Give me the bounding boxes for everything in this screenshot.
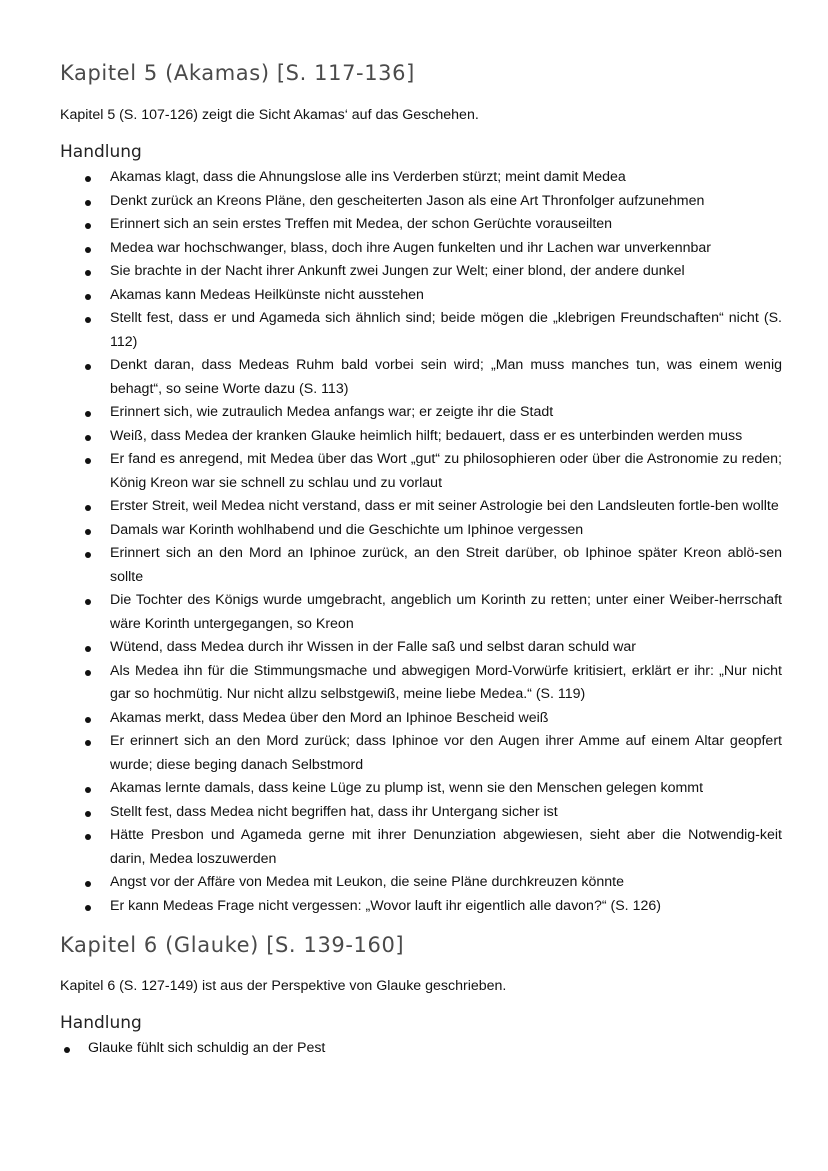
list-item bbox=[110, 213, 782, 237]
list-item bbox=[110, 777, 782, 801]
list-item-text: Hätte Presbon und Agameda gerne mit ihrer Denunziation abgewiesen, sieht aber die Notwendig-keit darin, Medea loszuwerden bbox=[110, 827, 782, 867]
chapter-5-title: Kapitel 5 (Akamas) [S. 117-136] bbox=[60, 61, 415, 85]
list-item bbox=[110, 495, 782, 519]
list-item bbox=[110, 448, 782, 495]
chapter-5-section bbox=[60, 58, 782, 918]
list-item-text: Akamas merkt, dass Medea über den Mord an Iphinoe Bescheid weiß bbox=[110, 709, 549, 726]
bullet-icon bbox=[85, 435, 91, 441]
bullet-icon bbox=[85, 411, 91, 417]
bullet-icon bbox=[85, 905, 91, 911]
chapter-5-subheading: Handlung bbox=[60, 142, 142, 162]
list-item bbox=[110, 307, 782, 354]
list-item bbox=[110, 589, 782, 636]
list-item bbox=[110, 425, 782, 449]
bullet-icon bbox=[85, 599, 91, 605]
list-item bbox=[110, 636, 782, 660]
list-item bbox=[110, 801, 782, 825]
bullet-icon bbox=[85, 646, 91, 652]
list-item-text: Akamas lernte damals, dass keine Lüge zu plump ist, wenn sie den Menschen gelegen kommt bbox=[110, 780, 704, 796]
list-item bbox=[110, 871, 782, 895]
chapter-5-bullet-list bbox=[60, 166, 782, 918]
list-item-text: Wütend, dass Medea durch ihr Wissen in der Falle saß und selbst daran schuld war bbox=[110, 639, 636, 655]
bullet-icon bbox=[85, 881, 91, 887]
list-item-text: Medea war hochschwanger, blass, doch ihre Augen funkelten und ihr Lachen war unverkennbar bbox=[110, 239, 711, 256]
bullet-icon bbox=[85, 811, 91, 817]
bullet-icon bbox=[85, 294, 91, 300]
list-item-text: Angst vor der Affäre von Medea mit Leukon, die seine Pläne durchkreuzen könnte bbox=[110, 874, 624, 890]
list-item bbox=[110, 401, 782, 425]
list-item bbox=[110, 190, 782, 214]
list-item-text: Akamas kann Medeas Heilkünste nicht ausstehen bbox=[110, 286, 424, 303]
bullet-icon bbox=[85, 740, 91, 746]
list-item bbox=[110, 237, 782, 261]
list-item-text: Denkt zurück an Kreons Pläne, den gescheiterten Jason als eine Art Thronfolger aufzunehmen bbox=[110, 192, 705, 209]
list-item bbox=[110, 824, 782, 871]
list-item bbox=[110, 519, 782, 543]
list-item-text: Akamas klagt, dass die Ahnungslose alle ins Verderben stürzt; meint damit Medea bbox=[110, 169, 626, 185]
chapter-6-intro: Kapitel 6 (S. 127-149) ist aus der Perspektive von Glauke geschrieben. bbox=[60, 978, 507, 994]
bullet-icon bbox=[85, 505, 91, 511]
list-item bbox=[110, 166, 782, 190]
list-item-text: Stellt fest, dass er und Agameda sich ähnlich sind; beide mögen die „klebrigen Freundschaften“ nicht (S. 112) bbox=[110, 310, 782, 350]
list-item-text: Erinnert sich an den Mord an Iphinoe zurück, an den Streit darüber, ob Iphinoe später Kreon ablö-sen sollte bbox=[110, 545, 782, 585]
list-item-text: Er kann Medeas Frage nicht vergessen: „Wovor lauft ihr eigentlich alle davon?“ (S. 126) bbox=[110, 897, 661, 914]
list-item-text: Als Medea ihn für die Stimmungsmache und abwegigen Mord-Vorwürfe kritisiert, erklärt er ihr: „Nur nicht gar so hochmütig. Nur nicht allzu selbstgewiß, meine liebe Medea.“ (S. 119) bbox=[110, 662, 782, 702]
list-item bbox=[110, 542, 782, 589]
list-item-text: Erinnert sich an sein erstes Treffen mit Medea, der schon Gerüchte vorauseilten bbox=[110, 216, 613, 232]
bullet-icon bbox=[85, 529, 91, 535]
bullet-icon bbox=[85, 458, 91, 464]
list-item-text: Damals war Korinth wohlhabend und die Geschichte um Iphinoe vergessen bbox=[110, 521, 584, 538]
list-item-text: Stellt fest, dass Medea nicht begriffen hat, dass ihr Untergang sicher ist bbox=[110, 803, 558, 820]
chapter-6-section bbox=[60, 930, 782, 1061]
chapter-6-title: Kapitel 6 (Glauke) [S. 139-160] bbox=[60, 933, 405, 957]
bullet-icon bbox=[85, 223, 91, 229]
bullet-icon bbox=[85, 317, 91, 323]
list-item-text: Die Tochter des Königs wurde umgebracht, angeblich um Korinth zu retten; unter einer Weiber-herrschaft wäre Korinth untergegangen, so Kreon bbox=[110, 592, 782, 632]
chapter-6-subheading: Handlung bbox=[60, 1013, 142, 1033]
list-item-text: Er erinnert sich an den Mord zurück; dass Iphinoe vor den Augen ihrer Amme auf einem Altar geopfert wurde; diese beging danach Selbstmord bbox=[110, 733, 782, 773]
list-item bbox=[110, 895, 782, 919]
list-item bbox=[110, 284, 782, 308]
list-item-text: Er fand es anregend, mit Medea über das Wort „gut“ zu philosophieren oder über die Astronomie zu reden; König Kreon war sie schnell zu schlau und zu vorlaut bbox=[110, 451, 782, 491]
chapter-6-bullet-list bbox=[60, 1037, 782, 1061]
chapter-5-intro: Kapitel 5 (S. 107-126) zeigt die Sicht Akamas‘ auf das Geschehen. bbox=[60, 107, 479, 123]
bullet-icon bbox=[85, 552, 91, 558]
list-item-text: Denkt daran, dass Medeas Ruhm bald vorbei sein wird; „Man muss manches tun, was einem wenig behagt“, so seine Worte dazu (S. 113) bbox=[110, 357, 782, 397]
bullet-icon bbox=[85, 834, 91, 840]
list-item bbox=[110, 260, 782, 284]
list-item bbox=[88, 1037, 782, 1061]
list-item-text: Glauke fühlt sich schuldig an der Pest bbox=[88, 1040, 326, 1056]
list-item-text: Erster Streit, weil Medea nicht verstand, dass er mit seiner Astrologie bei den Landsleuten fortle-ben wollte bbox=[110, 498, 779, 514]
bullet-icon bbox=[85, 787, 91, 793]
bullet-icon bbox=[85, 717, 91, 723]
bullet-icon bbox=[85, 670, 91, 676]
list-item bbox=[110, 730, 782, 777]
bullet-icon bbox=[85, 176, 91, 182]
list-item-text: Sie brachte in der Nacht ihrer Ankunft zwei Jungen zur Welt; einer blond, der andere dunkel bbox=[110, 263, 685, 279]
list-item bbox=[110, 707, 782, 731]
list-item bbox=[110, 354, 782, 401]
bullet-icon bbox=[85, 200, 91, 206]
list-item bbox=[110, 660, 782, 707]
bullet-icon bbox=[64, 1047, 70, 1053]
bullet-icon bbox=[85, 270, 91, 276]
bullet-icon bbox=[85, 247, 91, 253]
bullet-icon bbox=[85, 364, 91, 370]
list-item-text: Erinnert sich, wie zutraulich Medea anfangs war; er zeigte ihr die Stadt bbox=[110, 404, 554, 420]
list-item-text: Weiß, dass Medea der kranken Glauke heimlich hilft; bedauert, dass er es unterbinden werden muss bbox=[110, 427, 743, 444]
